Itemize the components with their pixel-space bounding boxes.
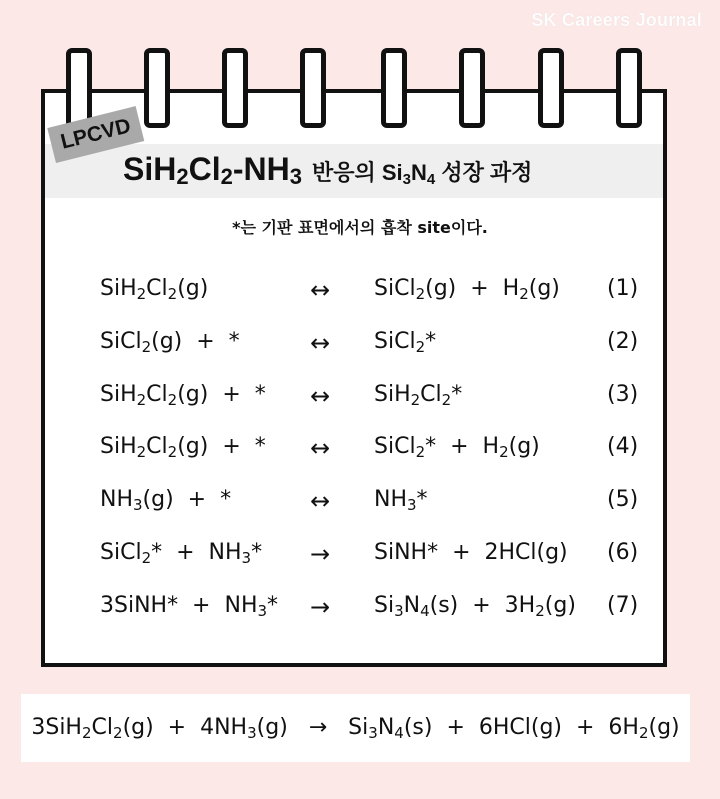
binder-ring <box>300 48 326 128</box>
reaction-reactants: $SiH_2Cl_2(g)$ <box>100 276 209 303</box>
reaction-products: SiNH* + 2HCl(g) <box>374 540 568 565</box>
title-tag: LPCVD <box>47 106 144 163</box>
reaction-row <box>0 382 720 416</box>
reaction-arrow: ↔ <box>310 329 331 357</box>
reaction-products: SiCl$_2$(g) + $H_2(g)$ <box>374 276 560 303</box>
title-formula: $SiH_2Cl_2-NH_3$ <box>123 151 302 189</box>
reaction-reactants: SiCl$_2$* + $NH_3*$ <box>100 540 263 567</box>
reaction-row <box>0 487 720 521</box>
reaction-arrow: ↔ <box>310 382 331 410</box>
reaction-reactants: 3SiNH* + $NH_3*$ <box>100 593 279 620</box>
reaction-number: (2) <box>607 329 639 354</box>
reaction-number: (4) <box>607 434 639 459</box>
reaction-number: (7) <box>607 593 639 618</box>
reaction-row <box>0 593 720 627</box>
reaction-row <box>0 540 720 574</box>
reaction-reactants: $SiH_2Cl_2(g)$ + * <box>100 382 266 409</box>
watermark: SK Careers Journal <box>531 10 702 30</box>
reaction-products: $NH_3*$ <box>374 487 428 514</box>
reaction-arrow: ↔ <box>310 487 331 515</box>
reaction-number: (1) <box>607 276 639 301</box>
reaction-products: SiCl$_2$* <box>374 329 437 356</box>
binder-ring <box>144 48 170 128</box>
reaction-reactants: $NH_3(g)$ + * <box>100 487 232 514</box>
reaction-number: (6) <box>607 540 639 565</box>
binder-ring <box>538 48 564 128</box>
reaction-products: $SiH_2Cl_2*$ <box>374 382 463 409</box>
reaction-number: (5) <box>607 487 639 512</box>
reaction-row <box>0 329 720 363</box>
reaction-reactants: SiCl$_2$(g) + * <box>100 329 240 356</box>
reaction-row <box>0 434 720 468</box>
reaction-arrow: → <box>310 593 331 621</box>
footnote: *는 기판 표면에서의 흡착 site이다. <box>232 218 488 237</box>
binder-ring <box>66 48 92 128</box>
title-text: 반응의 $Si_3N_4$ 성장 과정 <box>311 160 533 188</box>
reaction-products: $Si_3N_4(s) + 3H_2(g)$ <box>374 593 576 620</box>
reaction-products: SiCl$_2$* + $H_2(g)$ <box>374 434 540 461</box>
reaction-arrow: → <box>310 540 331 568</box>
binder-ring <box>616 48 642 128</box>
page-title <box>123 151 532 188</box>
binder-ring <box>222 48 248 128</box>
reaction-number: (3) <box>607 382 639 407</box>
overall-reaction: $3SiH_2Cl_2(g) + 4NH_3(g) \to Si_3N_4(s) + 6HCl(g) + 6H_2(g)$ <box>21 694 690 762</box>
reaction-row <box>0 276 720 310</box>
reaction-reactants: $SiH_2Cl_2(g)$ + * <box>100 434 266 461</box>
reaction-arrow: ↔ <box>310 276 331 304</box>
binder-ring <box>459 48 485 128</box>
binder-ring <box>381 48 407 128</box>
reaction-arrow: ↔ <box>310 434 331 462</box>
